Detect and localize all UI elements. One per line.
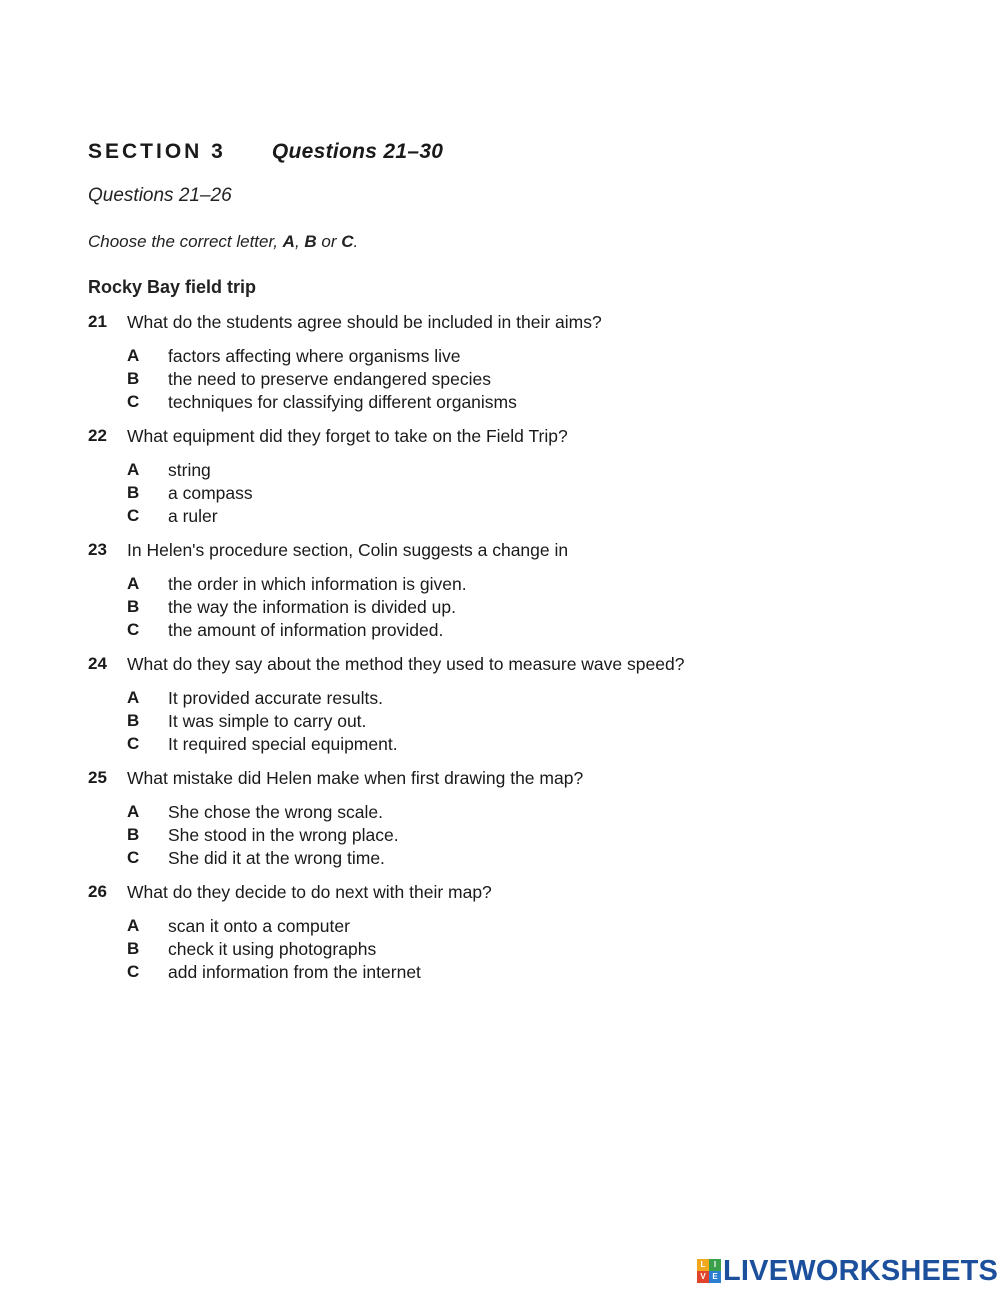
option-letter: A [127,574,140,593]
set-title: Rocky Bay field trip [88,277,257,297]
question-line [88,426,948,450]
option-letter: B [127,825,140,844]
option-letter: C [127,506,140,525]
section-label: SECTION 3 [88,140,226,163]
question-number: 21 [88,312,107,331]
instruction-text [88,232,358,252]
questions-subheading: Questions 21–26 [88,185,232,206]
section-range: Questions 21–30 [271,140,444,163]
option-letter: A [127,916,140,935]
option-text: add information from the internet [168,962,421,982]
option-text: the amount of information provided. [168,620,444,640]
liveworksheets-logo [697,1255,998,1287]
option-letter: C [127,848,140,867]
question-26 [88,882,948,982]
logo-mark-tile: I [709,1259,721,1271]
question-text: What do the students agree should be included in their aims? [127,312,602,332]
option-letter: B [127,939,140,958]
question-22 [88,426,948,526]
question-text: What do they decide to do next with their map? [127,882,492,902]
option-text: string [168,460,211,480]
option-letter: C [127,734,140,753]
option-letter: A [127,460,140,479]
option-text: check it using photographs [168,939,377,959]
option-text: It provided accurate results. [168,688,383,708]
option-text: It required special equipment. [168,734,398,754]
instruction-letter-b: B [304,232,317,251]
option-text: She chose the wrong scale. [168,802,383,822]
logo-mark-tile: E [709,1271,721,1283]
instruction-letter-a: A [282,232,295,251]
option-letter: A [127,346,140,365]
option-text: factors affecting where organisms live [168,346,461,366]
option-text: a ruler [168,506,218,526]
question-number: 26 [88,882,107,901]
option-text: the need to preserve endangered species [168,369,492,389]
question-24 [88,654,948,754]
option-text: She did it at the wrong time. [168,848,385,868]
option-text: techniques for classifying different organisms [168,392,517,412]
liveworksheets-mark-icon [697,1259,721,1283]
question-21 [88,312,948,412]
question-number: 25 [88,768,107,787]
question-number: 24 [88,654,107,673]
question-number: 22 [88,426,107,445]
question-text: What mistake did Helen make when first drawing the map? [127,768,584,788]
option-letter: C [127,962,140,981]
instruction-prefix: Choose the correct letter, [88,232,283,251]
question-line [88,540,948,564]
option-text: scan it onto a computer [168,916,350,936]
logo-wordmark: LIVEWORKSHEETS [723,1254,999,1287]
instruction-or: or [316,232,342,251]
option-text: She stood in the wrong place. [168,825,399,845]
option-letter: B [127,369,140,388]
option-letter: C [127,620,140,639]
option-letter: C [127,392,140,411]
option-letter: B [127,597,140,616]
option-text: It was simple to carry out. [168,711,367,731]
option-letter: B [127,483,140,502]
question-line [88,768,948,792]
question-23 [88,540,948,640]
logo-mark-tile: V [697,1271,709,1283]
question-number: 23 [88,540,107,559]
option-letter: B [127,711,140,730]
instruction-end: . [353,232,359,251]
question-line [88,312,948,336]
instruction-letter-c: C [341,232,354,251]
question-text: In Helen's procedure section, Colin suggests a change in [127,540,569,560]
option-text: the way the information is divided up. [168,597,456,617]
logo-mark-tile: L [697,1259,709,1271]
option-letter: A [127,802,140,821]
question-line [88,882,948,906]
question-text: What do they say about the method they used to measure wave speed? [127,654,685,674]
question-line [88,654,948,678]
section-heading [88,140,443,164]
option-text: the order in which information is given. [168,574,467,594]
question-text: What equipment did they forget to take on the Field Trip? [127,426,568,446]
question-25 [88,768,948,868]
option-letter: A [127,688,140,707]
instruction-separator: , [294,232,305,251]
option-text: a compass [168,483,253,503]
